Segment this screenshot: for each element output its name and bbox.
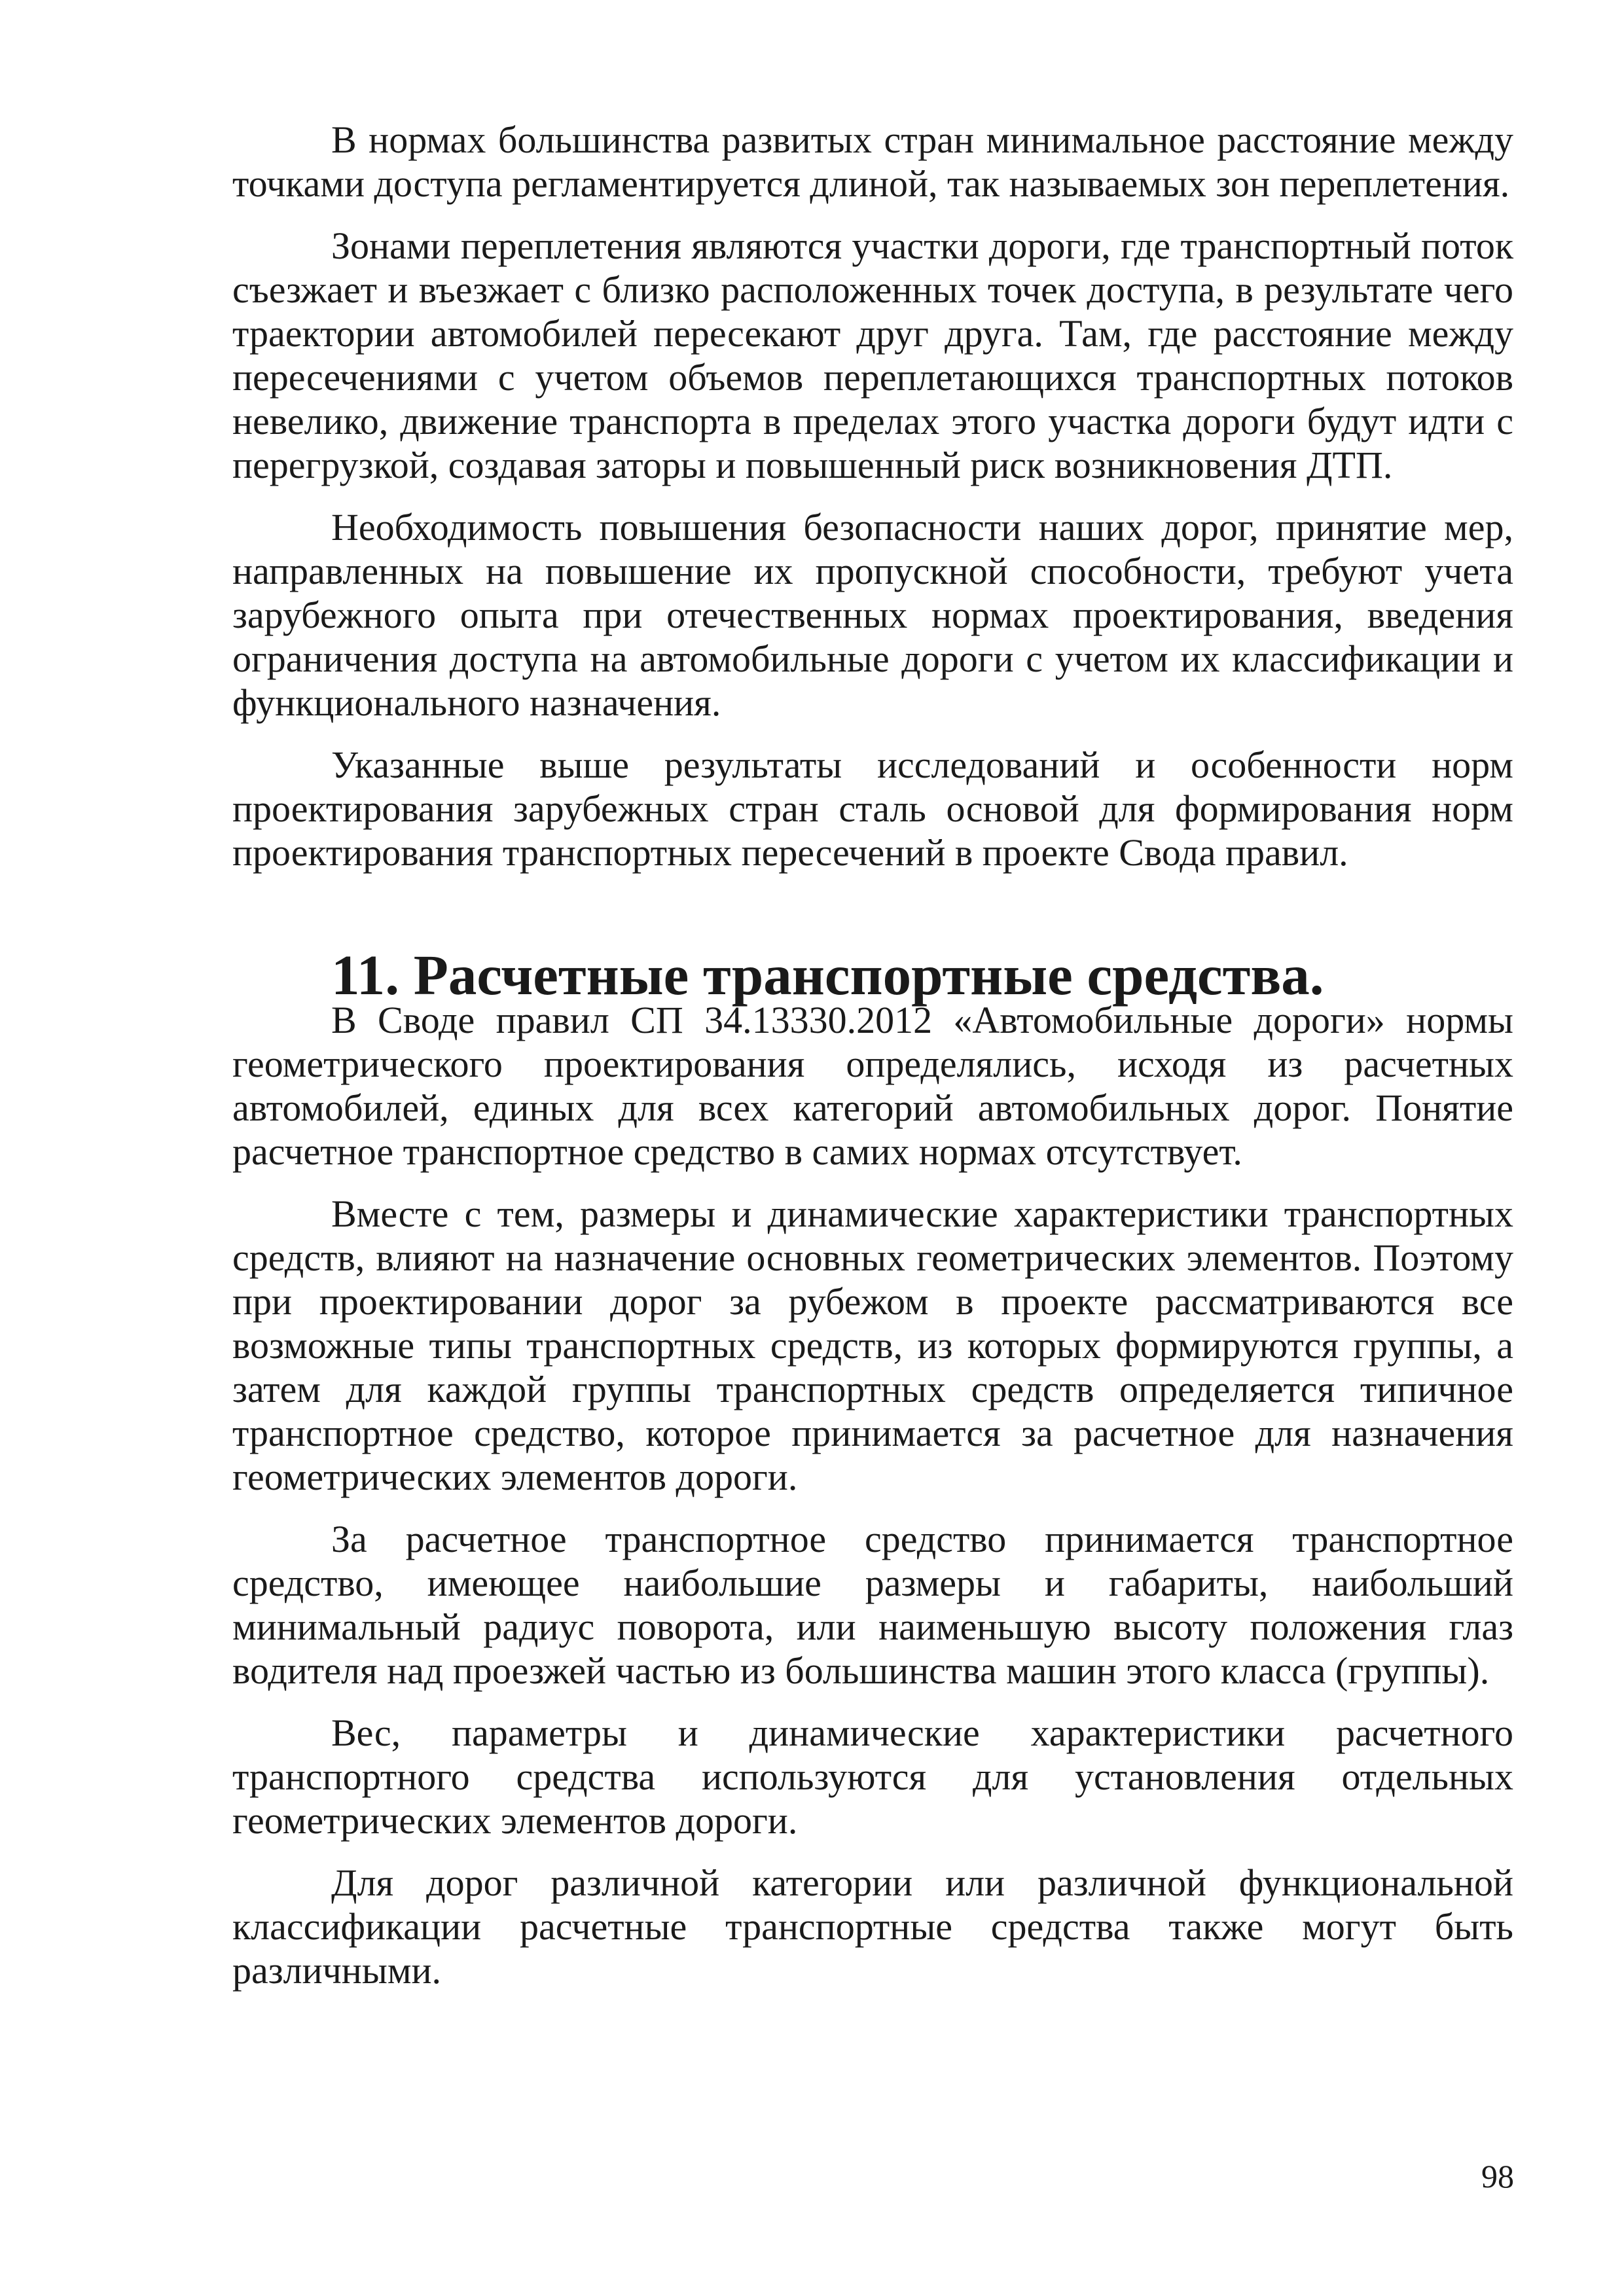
paragraph-research-results: Указанные выше результаты исследований и особенности норм проектирования зарубежных стран сталь основой для формирования норм проектирования транспортных пересечений в проекте Свода правил. <box>232 744 1513 874</box>
paragraph-sp-norms: В Своде правил СП 34.13330.2012 «Автомобильные дороги» нормы геометрического проектирования определялись, исходя из расчетных автомобилей, единых для всех категорий автомобильных дорог. Понятие расчетное транспортное средство в самих нормах отсутствует. <box>232 999 1513 1173</box>
paragraph-design-vehicle-definition: За расчетное транспортное средство принимается транспортное средство, имеющее наибольшие размеры и габариты, наибольший минимальный радиус поворота, или наименьшую высоту положения глаз водителя над проезжей частью из большинства машин этого класса (группы). <box>232 1518 1513 1692</box>
paragraph-weaving-zones-definition: Зонами переплетения являются участки дороги, где транспортный поток съезжает и въезжает с близко расположенных точек доступа, в результате чего траектории автомобилей пересекают друг друга. Там, где расстояние между пересечениями с учетом объемов переплетающихся транспортных потоков невелико, движение транспорта в пределах этого участка дороги будут идти с перегрузкой, создавая заторы и повышенный риск возникновения ДТП. <box>232 224 1513 486</box>
paragraph-weaving-zones-intro: В нормах большинства развитых стран минимальное расстояние между точками доступа регламентируется длиной, так называемых зон переплетения. <box>232 118 1513 205</box>
paragraph-road-categories: Для дорог различной категории или различной функциональной классификации расчетные транспортные средства также могут быть различными. <box>232 1861 1513 1992</box>
paragraph-road-safety-needs: Необходимость повышения безопасности наших дорог, принятие мер, направленных на повышение их пропускной способности, требуют учета зарубежного опыта при отечественных нормах проектирования, введения ограничения доступа на автомобильные дороги с учетом их классификации и функционального назначения. <box>232 506 1513 724</box>
paragraph-vehicle-dimensions: Вместе с тем, размеры и динамические характеристики транспортных средств, влияют на назначение основных геометрических элементов. Поэтому при проектировании дорог за рубежом в проекте рассматриваются все возможные типы транспортных средств, из которых формируются группы, а затем для каждой группы транспортных средств определяется типичное транспортное средство, которое принимается за расчетное для назначения геометрических элементов дороги. <box>232 1193 1513 1498</box>
page-number: 98 <box>1481 2158 1514 2195</box>
paragraph-vehicle-parameters: Вес, параметры и динамические характеристики расчетного транспортного средства используются для установления отдельных геометрических элементов дороги. <box>232 1712 1513 1842</box>
document-page <box>232 118 1513 2011</box>
section-heading: 11. Расчетные транспортные средства. <box>331 943 1324 1007</box>
